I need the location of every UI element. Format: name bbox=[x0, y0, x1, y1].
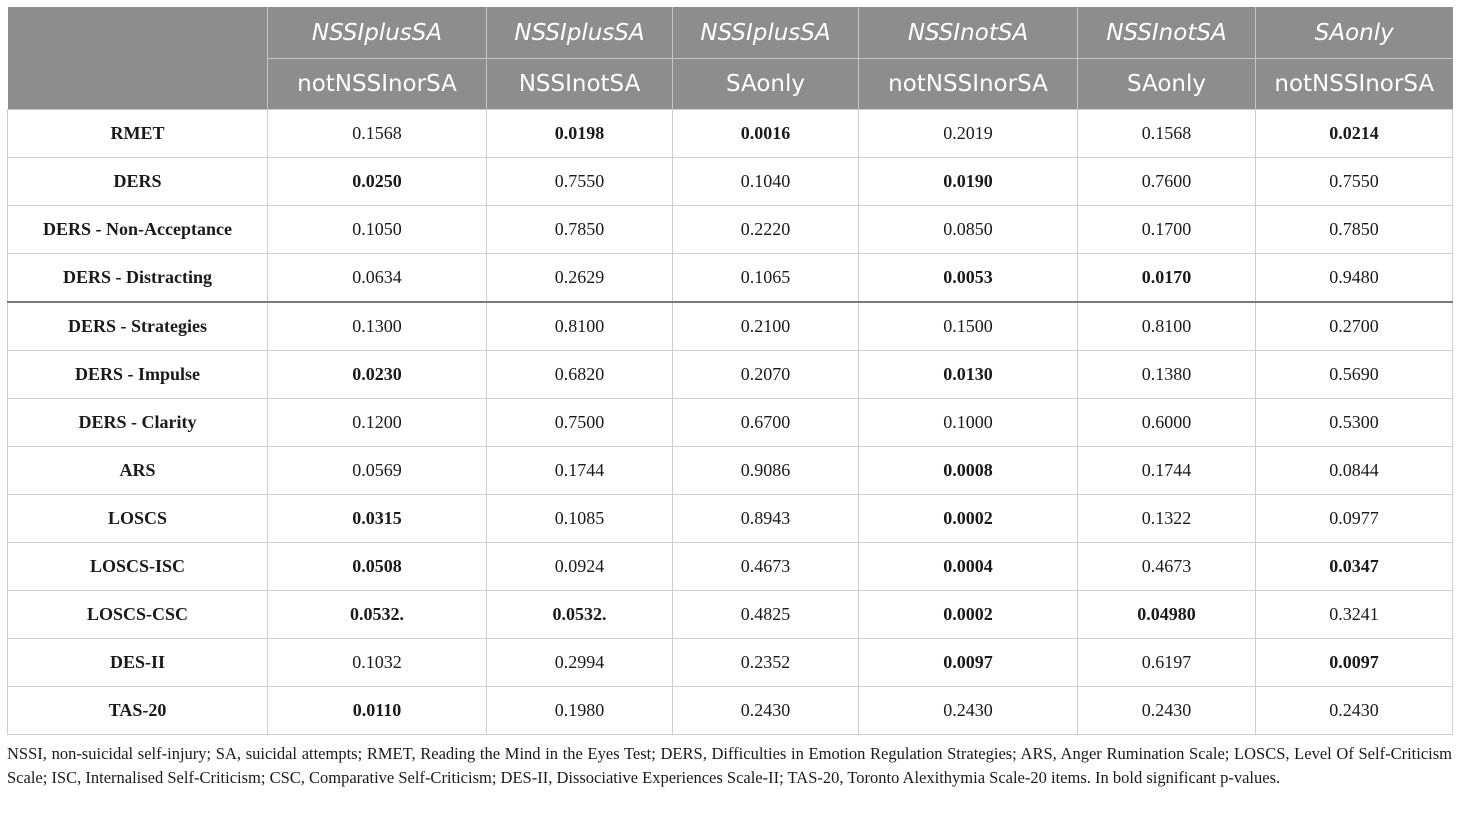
header-group-1: NSSIplusSA bbox=[268, 7, 487, 59]
row-label: LOSCS-CSC bbox=[8, 591, 268, 639]
p-value-cell: 0.2352 bbox=[673, 639, 859, 687]
header-comparison-3: SAonly bbox=[673, 59, 859, 110]
p-value-cell: 0.7600 bbox=[1078, 158, 1256, 206]
p-value-cell: 0.6197 bbox=[1078, 639, 1256, 687]
p-value-cell: 0.0250 bbox=[268, 158, 487, 206]
p-value-cell: 0.0508 bbox=[268, 543, 487, 591]
p-value-cell: 0.7850 bbox=[1256, 206, 1453, 254]
header-group-2: NSSIplusSA bbox=[487, 7, 673, 59]
p-value-cell: 0.0002 bbox=[859, 591, 1078, 639]
table-row bbox=[8, 543, 1453, 591]
p-value-cell: 0.0532. bbox=[268, 591, 487, 639]
p-value-cell: 0.3241 bbox=[1256, 591, 1453, 639]
p-value-cell: 0.0850 bbox=[859, 206, 1078, 254]
p-value-cell: 0.1040 bbox=[673, 158, 859, 206]
p-value-cell: 0.9480 bbox=[1256, 254, 1453, 303]
row-label: DERS - Distracting bbox=[8, 254, 268, 303]
p-value-cell: 0.8100 bbox=[1078, 302, 1256, 351]
row-label: RMET bbox=[8, 110, 268, 158]
p-value-cell: 0.1322 bbox=[1078, 495, 1256, 543]
p-value-cell: 0.2430 bbox=[1256, 687, 1453, 735]
p-value-cell: 0.0569 bbox=[268, 447, 487, 495]
p-value-cell: 0.2430 bbox=[859, 687, 1078, 735]
p-value-cell: 0.2430 bbox=[673, 687, 859, 735]
table-row bbox=[8, 110, 1453, 158]
p-value-cell: 0.0214 bbox=[1256, 110, 1453, 158]
p-value-cell: 0.0924 bbox=[487, 543, 673, 591]
table-row bbox=[8, 591, 1453, 639]
header-corner-cell bbox=[8, 7, 268, 110]
table-footnote: NSSI, non-suicidal self-injury; SA, suicidal attempts; RMET, Reading the Mind in the Eyes Test; DERS, Difficulties in Emotion Regulation Strategies; ARS, Anger Rumination Scale; LOSCS, Level Of Self-Criticism Scale; ISC, Internalised Self-Criticism; CSC, Comparative Self-Criticism; DES-II, Dissociative Experiences Scale-II; TAS-20, Toronto Alexithymia Scale-20 items. In bold significant p-values. bbox=[7, 744, 1452, 787]
p-value-cell: 0.2700 bbox=[1256, 302, 1453, 351]
p-value-cell: 0.1744 bbox=[1078, 447, 1256, 495]
p-value-cell: 0.2019 bbox=[859, 110, 1078, 158]
p-value-cell: 0.1380 bbox=[1078, 351, 1256, 399]
p-value-cell: 0.6700 bbox=[673, 399, 859, 447]
row-label: DES-II bbox=[8, 639, 268, 687]
p-value-cell: 0.0097 bbox=[1256, 639, 1453, 687]
p-value-cell: 0.6820 bbox=[487, 351, 673, 399]
p-value-cell: 0.0170 bbox=[1078, 254, 1256, 303]
table-row bbox=[8, 351, 1453, 399]
row-label: DERS - Strategies bbox=[8, 302, 268, 351]
p-value-cell: 0.1744 bbox=[487, 447, 673, 495]
header-row-groups bbox=[8, 7, 1453, 59]
p-value-cell: 0.2100 bbox=[673, 302, 859, 351]
p-value-cell: 0.0634 bbox=[268, 254, 487, 303]
header-comparison-1: notNSSInorSA bbox=[268, 59, 487, 110]
header-comparison-2: NSSInotSA bbox=[487, 59, 673, 110]
p-value-cell: 0.2070 bbox=[673, 351, 859, 399]
p-value-cell: 0.4673 bbox=[1078, 543, 1256, 591]
p-value-cell: 0.0002 bbox=[859, 495, 1078, 543]
p-value-cell: 0.0004 bbox=[859, 543, 1078, 591]
table-body bbox=[8, 110, 1453, 735]
p-value-cell: 0.7550 bbox=[487, 158, 673, 206]
p-value-cell: 0.0130 bbox=[859, 351, 1078, 399]
table-row bbox=[8, 254, 1453, 303]
p-value-cell: 0.0198 bbox=[487, 110, 673, 158]
p-value-cell: 0.1568 bbox=[268, 110, 487, 158]
table-row bbox=[8, 447, 1453, 495]
table-row bbox=[8, 158, 1453, 206]
p-value-cell: 0.1200 bbox=[268, 399, 487, 447]
row-label: TAS-20 bbox=[8, 687, 268, 735]
p-value-cell: 0.0016 bbox=[673, 110, 859, 158]
p-value-cell: 0.9086 bbox=[673, 447, 859, 495]
header-group-5: NSSInotSA bbox=[1078, 7, 1256, 59]
p-value-cell: 0.7850 bbox=[487, 206, 673, 254]
row-label: DERS - Impulse bbox=[8, 351, 268, 399]
p-value-cell: 0.0532. bbox=[487, 591, 673, 639]
header-group-4: NSSInotSA bbox=[859, 7, 1078, 59]
p-value-cell: 0.4825 bbox=[673, 591, 859, 639]
p-value-cell: 0.2220 bbox=[673, 206, 859, 254]
p-value-cell: 0.0053 bbox=[859, 254, 1078, 303]
table-row bbox=[8, 687, 1453, 735]
table-row bbox=[8, 399, 1453, 447]
p-value-cell: 0.1568 bbox=[1078, 110, 1256, 158]
p-value-cell: 0.0008 bbox=[859, 447, 1078, 495]
row-label: DERS bbox=[8, 158, 268, 206]
p-value-cell: 0.0097 bbox=[859, 639, 1078, 687]
p-value-cell: 0.4673 bbox=[673, 543, 859, 591]
results-table bbox=[7, 7, 1453, 735]
p-value-cell: 0.0230 bbox=[268, 351, 487, 399]
p-value-cell: 0.1980 bbox=[487, 687, 673, 735]
p-value-cell: 0.1700 bbox=[1078, 206, 1256, 254]
p-value-cell: 0.1032 bbox=[268, 639, 487, 687]
p-value-cell: 0.2629 bbox=[487, 254, 673, 303]
table-header bbox=[8, 7, 1453, 110]
p-value-cell: 0.0315 bbox=[268, 495, 487, 543]
p-value-cell: 0.1000 bbox=[859, 399, 1078, 447]
p-value-cell: 0.1500 bbox=[859, 302, 1078, 351]
p-value-cell: 0.0110 bbox=[268, 687, 487, 735]
p-value-cell: 0.0347 bbox=[1256, 543, 1453, 591]
p-value-cell: 0.0977 bbox=[1256, 495, 1453, 543]
header-group-6: SAonly bbox=[1256, 7, 1453, 59]
header-group-3: NSSIplusSA bbox=[673, 7, 859, 59]
p-value-cell: 0.8943 bbox=[673, 495, 859, 543]
header-comparison-5: SAonly bbox=[1078, 59, 1256, 110]
header-comparison-6: notNSSInorSA bbox=[1256, 59, 1453, 110]
p-value-cell: 0.1300 bbox=[268, 302, 487, 351]
header-comparison-4: notNSSInorSA bbox=[859, 59, 1078, 110]
p-value-cell: 0.6000 bbox=[1078, 399, 1256, 447]
table-row bbox=[8, 639, 1453, 687]
p-value-cell: 0.5690 bbox=[1256, 351, 1453, 399]
p-value-cell: 0.2430 bbox=[1078, 687, 1256, 735]
table-row bbox=[8, 495, 1453, 543]
row-label: DERS - Clarity bbox=[8, 399, 268, 447]
row-label: DERS - Non-Acceptance bbox=[8, 206, 268, 254]
p-value-cell: 0.1085 bbox=[487, 495, 673, 543]
p-value-cell: 0.1065 bbox=[673, 254, 859, 303]
p-value-cell: 0.2994 bbox=[487, 639, 673, 687]
row-label: LOSCS-ISC bbox=[8, 543, 268, 591]
p-value-cell: 0.0844 bbox=[1256, 447, 1453, 495]
p-value-cell: 0.7550 bbox=[1256, 158, 1453, 206]
p-value-cell: 0.8100 bbox=[487, 302, 673, 351]
row-label: ARS bbox=[8, 447, 268, 495]
table-row bbox=[8, 302, 1453, 351]
row-label: LOSCS bbox=[8, 495, 268, 543]
p-value-cell: 0.5300 bbox=[1256, 399, 1453, 447]
table-row bbox=[8, 206, 1453, 254]
p-value-cell: 0.0190 bbox=[859, 158, 1078, 206]
p-value-cell: 0.7500 bbox=[487, 399, 673, 447]
p-value-cell: 0.04980 bbox=[1078, 591, 1256, 639]
p-value-cell: 0.1050 bbox=[268, 206, 487, 254]
